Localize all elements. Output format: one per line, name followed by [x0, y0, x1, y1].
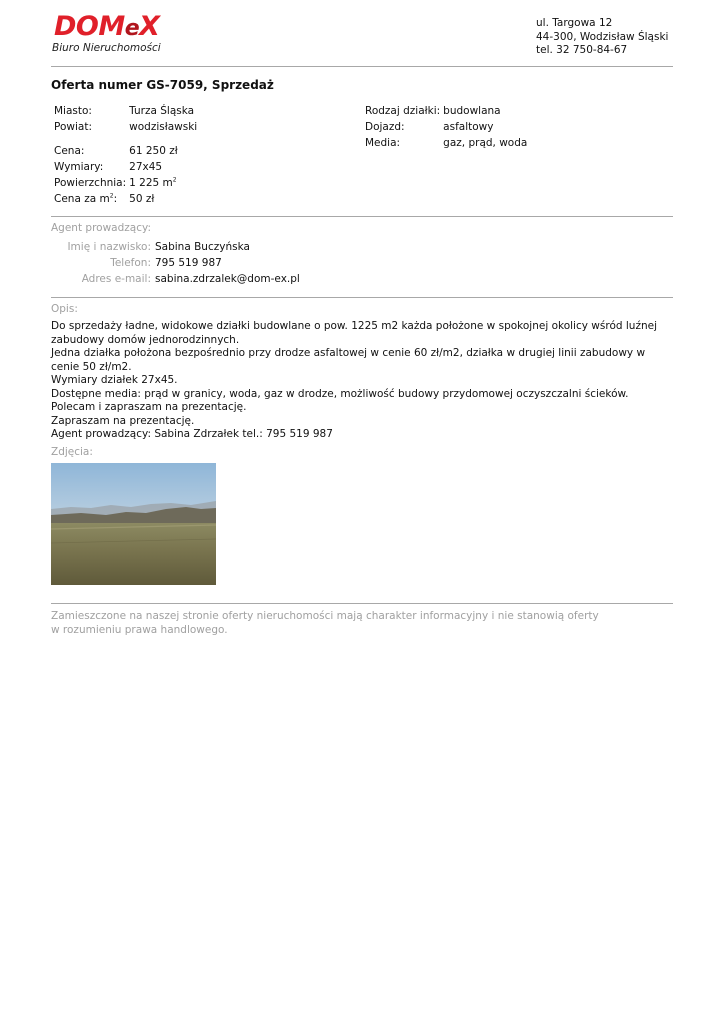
- photos-section-label: Zdjęcia:: [51, 446, 93, 458]
- divider: [51, 297, 673, 298]
- description-line: Zapraszam na prezentację.: [51, 414, 195, 427]
- prop-row-price-per-m2: [54, 191, 200, 207]
- description-line: Agent prowadzący: Sabina Zdrzałek tel.: 795 519 987: [51, 428, 333, 440]
- prop-label: Powierzchnia:: [54, 177, 127, 189]
- offer-properties-left: [54, 103, 200, 207]
- prop-label: Wymiary:: [54, 161, 104, 173]
- address-phone: tel. 32 750-84-67: [536, 44, 628, 56]
- company-tagline: Biuro Nieruchomości: [52, 42, 161, 54]
- prop-value: 61 250 zł: [129, 145, 178, 157]
- prop-value: gaz, prąd, woda: [443, 137, 528, 149]
- prop-label: Powiat:: [54, 121, 92, 133]
- prop-value: wodzisławski: [129, 121, 198, 133]
- prop-label: Rodzaj działki:: [365, 105, 441, 117]
- disclaimer-line: w rozumieniu prawa handlowego.: [51, 624, 228, 636]
- address-city: 44-300, Wodzisław Śląski: [536, 30, 669, 43]
- agent-phone: 795 519 987: [155, 257, 222, 269]
- prop-value: 1 225 $m^2$: [129, 176, 177, 189]
- divider: [51, 216, 673, 217]
- agent-name-label: Imię i nazwisko:: [67, 241, 151, 253]
- offer-title: Oferta numer GS-7059, Sprzedaż: [51, 78, 274, 92]
- header-divider: [51, 66, 673, 67]
- description-line: Do sprzedaży ładne, widokowe działki budowlane o pow. 1225 m2 każda położone w spokojnej okolicy wśród luźnej zabudowy domów jednorodzinnych.: [51, 320, 657, 346]
- agent-email-row: [0, 273, 725, 287]
- prop-row-city: [54, 103, 200, 119]
- company-address: [536, 17, 668, 58]
- prop-label: Dojazd:: [365, 121, 405, 133]
- agent-name: Sabina Buczyńska: [155, 241, 250, 253]
- prop-value: budowlana: [443, 105, 501, 117]
- prop-value: 27x45: [129, 161, 163, 173]
- property-photo[interactable]: [51, 463, 216, 585]
- prop-row-plot-type: [365, 103, 530, 119]
- prop-row-dimensions: [54, 159, 200, 175]
- prop-label: Cena:: [54, 145, 85, 157]
- company-logo: DOMeX: [54, 11, 160, 42]
- prop-label: Media:: [365, 137, 401, 149]
- prop-row-utilities: [365, 135, 530, 151]
- offer-properties-right: [365, 103, 530, 151]
- description-line: Dostępne media: prąd w granicy, woda, gaz w drodze, możliwość budowy przydomowej oczyszczalni ścieków.: [51, 387, 629, 400]
- agent-email-label: Adres e-mail:: [81, 273, 151, 285]
- prop-row-price: [54, 143, 200, 159]
- disclaimer: [51, 609, 599, 637]
- description-text: [51, 320, 673, 442]
- agent-phone-row: [0, 257, 725, 271]
- prop-row-area: [54, 175, 200, 191]
- agent-phone-label: Telefon:: [110, 257, 151, 269]
- prop-value: Turza Śląska: [129, 105, 195, 117]
- description-line: Wymiary działek 27x45.: [51, 374, 178, 386]
- prop-label: Miasto:: [54, 105, 92, 117]
- address-street: ul. Targowa 12: [536, 17, 613, 29]
- prop-value: 50 zł: [129, 193, 155, 205]
- description-section-label: Opis:: [51, 303, 78, 315]
- prop-label: Cena za $m^2$:: [54, 192, 118, 205]
- agent-email[interactable]: sabina.zdrzalek@dom-ex.pl: [155, 273, 300, 285]
- agent-name-row: [0, 241, 725, 255]
- agent-section-label: Agent prowadzący:: [51, 222, 151, 234]
- prop-value: asfaltowy: [443, 121, 494, 133]
- disclaimer-line: Zamieszczone na naszej stronie oferty nieruchomości mają charakter informacyjny i nie stanowią oferty: [51, 610, 599, 622]
- prop-row-county: [54, 119, 200, 135]
- description-line: Jedna działka położona bezpośrednio przy drodze asfaltowej w cenie 60 zł/m2, działka w drugiej linii zabudowy w cenie 50 zł/m2.: [51, 347, 646, 373]
- description-line: Polecam i zapraszam na prezentację.: [51, 401, 247, 413]
- divider: [51, 603, 673, 604]
- prop-row-access: [365, 119, 530, 135]
